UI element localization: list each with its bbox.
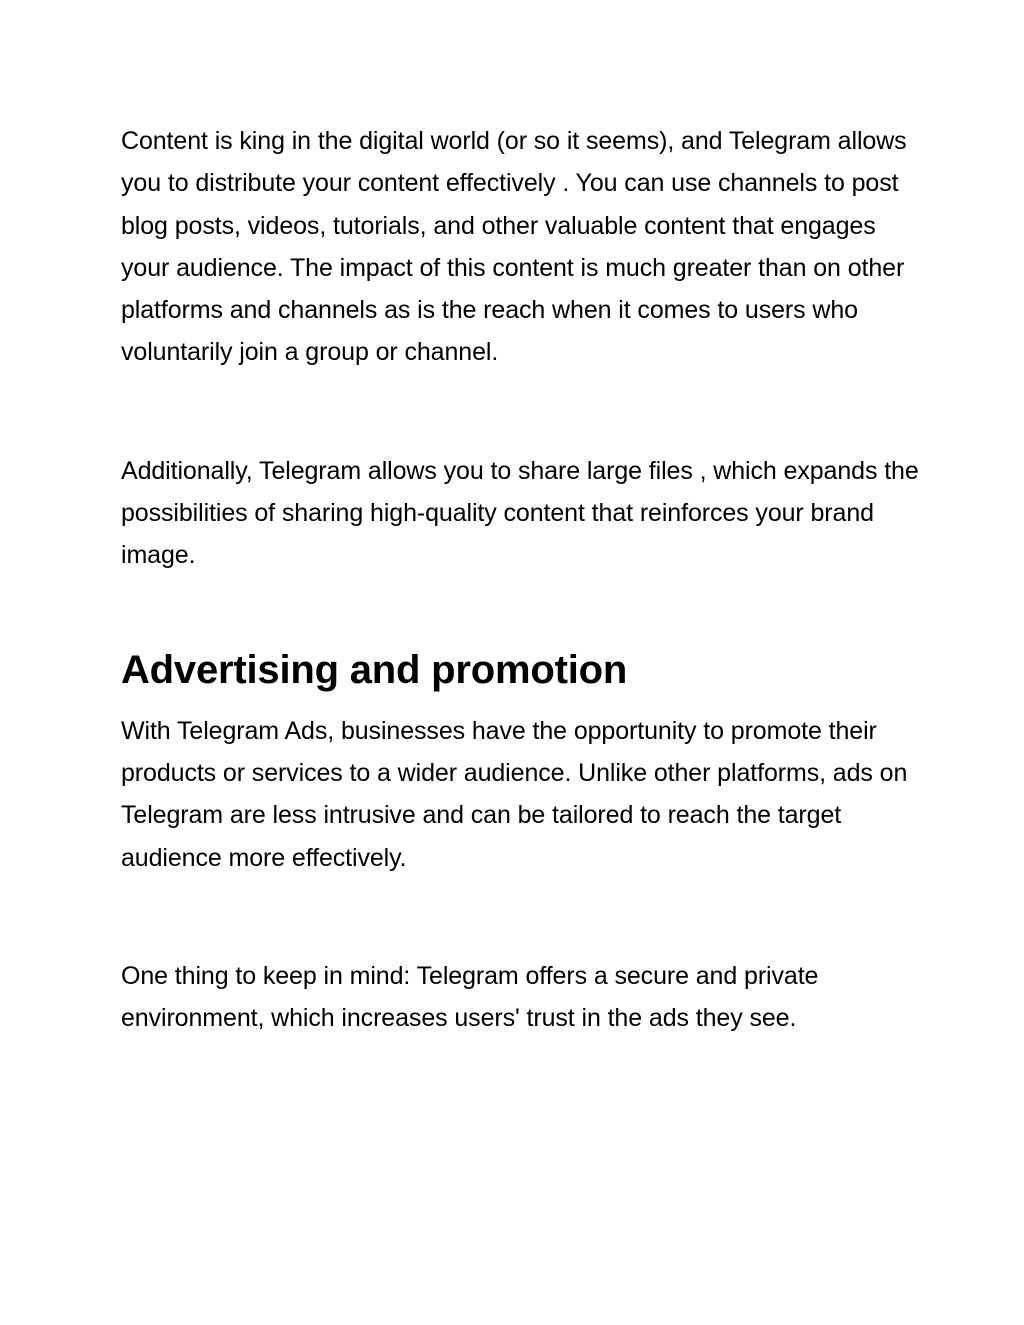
paragraph-large-files: Additionally, Telegram allows you to share large files , which expands the possibilities of sharing high-quality content that reinforces your brand image. xyxy=(121,456,919,570)
paragraph-content-distribution: Content is king in the digital world (or so it seems), and Telegram allows you to distribute your content effectively . You can use channels to post blog posts, videos, tutorials, and other valuable content that engages your audience. The impact of this content is much greater than on other platforms and channels as is the reach when it comes to users who voluntarily join a group or channel. xyxy=(121,127,907,367)
paragraph-telegram-ads: With Telegram Ads, businesses have the opportunity to promote their products or services to a wider audience. Unlike other platforms, ads on Telegram are less intrusive and can be tailored to reach the target audience more effectively. xyxy=(121,716,908,872)
document-page xyxy=(121,120,921,1039)
section-heading: Advertising and promotion xyxy=(121,647,628,692)
paragraph-secure-environment: One thing to keep in mind: Telegram offers a secure and private environment, which increases users' trust in the ads they see. xyxy=(121,961,819,1033)
